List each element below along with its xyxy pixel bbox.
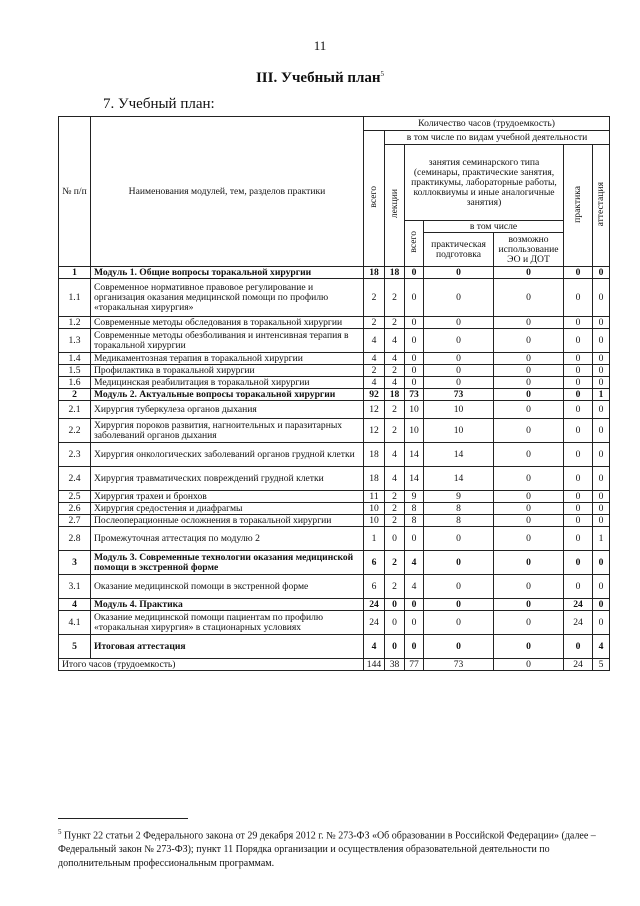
cell-num: 2.5	[59, 491, 91, 503]
footnote-divider	[58, 818, 188, 819]
module-row	[59, 599, 610, 611]
cell-pp: 14	[424, 443, 494, 467]
totals-cell-eo: 0	[494, 659, 564, 671]
cell-sem: 73	[405, 389, 424, 401]
cell-lect: 4	[385, 329, 405, 353]
topic-row	[59, 611, 610, 635]
header-practical-training: практическая подготовка	[424, 233, 494, 267]
cell-total: 4	[364, 329, 385, 353]
cell-name: Оказание медицинской помощи пациентам по профилю «торакальная хирургия» в стационарных условиях	[91, 611, 364, 635]
cell-eo: 0	[494, 515, 564, 527]
cell-sem: 8	[405, 515, 424, 527]
cell-eo: 0	[494, 443, 564, 467]
cell-prac: 24	[564, 599, 593, 611]
cell-lect: 0	[385, 527, 405, 551]
cell-att: 0	[593, 443, 610, 467]
totals-cell-lect: 38	[385, 659, 405, 671]
cell-att: 0	[593, 419, 610, 443]
subheading: 7. Учебный план:	[103, 96, 215, 112]
cell-total: 12	[364, 401, 385, 419]
topic-row	[59, 491, 610, 503]
cell-sem: 10	[405, 419, 424, 443]
header-attestation	[593, 145, 610, 267]
cell-total: 6	[364, 551, 385, 575]
cell-prac: 0	[564, 467, 593, 491]
cell-pp: 10	[424, 401, 494, 419]
cell-sem: 0	[405, 267, 424, 279]
cell-num: 5	[59, 635, 91, 659]
cell-pp: 0	[424, 317, 494, 329]
cell-lect: 2	[385, 575, 405, 599]
cell-eo: 0	[494, 611, 564, 635]
cell-lect: 2	[385, 551, 405, 575]
topic-row	[59, 329, 610, 353]
topic-row	[59, 503, 610, 515]
totals-cell-sem: 77	[405, 659, 424, 671]
cell-eo: 0	[494, 491, 564, 503]
cell-num: 3.1	[59, 575, 91, 599]
cell-eo: 0	[494, 377, 564, 389]
cell-att: 1	[593, 389, 610, 401]
cell-att: 0	[593, 611, 610, 635]
cell-lect: 4	[385, 443, 405, 467]
cell-prac: 0	[564, 329, 593, 353]
cell-num: 2	[59, 389, 91, 401]
cell-total: 18	[364, 443, 385, 467]
cell-total: 1	[364, 527, 385, 551]
cell-total: 18	[364, 467, 385, 491]
topic-row	[59, 467, 610, 491]
cell-num: 3	[59, 551, 91, 575]
cell-pp: 9	[424, 491, 494, 503]
cell-name: Модуль 1. Общие вопросы торакальной хирургии	[91, 267, 364, 279]
cell-pp: 0	[424, 377, 494, 389]
cell-name: Современные методы обезболивания и интенсивная терапия в торакальной хирургии	[91, 329, 364, 353]
cell-prac: 0	[564, 267, 593, 279]
cell-lect: 2	[385, 491, 405, 503]
cell-lect: 2	[385, 401, 405, 419]
cell-pp: 0	[424, 279, 494, 317]
cell-name: Послеоперационные осложнения в торакальной хирургии	[91, 515, 364, 527]
totals-cell-att: 5	[593, 659, 610, 671]
footnote-mark: 5	[58, 828, 62, 836]
cell-total: 10	[364, 515, 385, 527]
cell-att: 1	[593, 527, 610, 551]
cell-sem: 0	[405, 635, 424, 659]
cell-num: 1.2	[59, 317, 91, 329]
header-seminar: занятия семинарского типа (семинары, практические занятия, практикумы, лабораторные работы, коллоквиумы и иные аналогичные занятия)	[405, 145, 564, 221]
cell-total: 11	[364, 491, 385, 503]
page-number: 11	[313, 38, 327, 53]
cell-eo: 0	[494, 353, 564, 365]
cell-sem: 14	[405, 467, 424, 491]
cell-prac: 0	[564, 401, 593, 419]
cell-num: 2.8	[59, 527, 91, 551]
cell-lect: 0	[385, 611, 405, 635]
cell-total: 4	[364, 377, 385, 389]
cell-lect: 4	[385, 377, 405, 389]
cell-sem: 0	[405, 599, 424, 611]
cell-num: 1.1	[59, 279, 91, 317]
cell-pp: 0	[424, 527, 494, 551]
cell-att: 0	[593, 551, 610, 575]
cell-num: 1	[59, 267, 91, 279]
cell-eo: 0	[494, 279, 564, 317]
cell-prac: 0	[564, 503, 593, 515]
cell-sem: 0	[405, 279, 424, 317]
cell-name: Модуль 2. Актуальные вопросы торакальной хирургии	[91, 389, 364, 401]
cell-lect: 18	[385, 267, 405, 279]
topic-row	[59, 317, 610, 329]
cell-pp: 14	[424, 467, 494, 491]
header-lectures-label: лекции	[388, 189, 400, 219]
cell-name: Хирургия туберкулеза органов дыхания	[91, 401, 364, 419]
cell-att: 0	[593, 401, 610, 419]
cell-lect: 4	[385, 467, 405, 491]
cell-name: Современное нормативное правовое регулирование и организация оказания медицинской помощи по профилю «торакальная хирургия»	[91, 279, 364, 317]
cell-sem: 10	[405, 401, 424, 419]
cell-eo: 0	[494, 267, 564, 279]
footnote-text: Пункт 22 статьи 2 Федерального закона от 29 декабря 2012 г. № 273-ФЗ «Об образовании в Российской Федерации» (далее – Федеральный закон № 273-ФЗ); пункт 11 Порядка организации и осуществления образовательной деятельности по дополнительным профессиональным программам.	[58, 830, 596, 870]
cell-prac: 0	[564, 279, 593, 317]
cell-lect: 2	[385, 503, 405, 515]
cell-lect: 18	[385, 389, 405, 401]
cell-total: 4	[364, 353, 385, 365]
cell-att: 0	[593, 491, 610, 503]
cell-att: 0	[593, 377, 610, 389]
cell-att: 0	[593, 575, 610, 599]
header-sem-total-label: всего	[408, 231, 419, 253]
cell-eo: 0	[494, 419, 564, 443]
cell-sem: 14	[405, 443, 424, 467]
header-sem-total	[405, 221, 424, 267]
cell-eo: 0	[494, 635, 564, 659]
cell-lect: 0	[385, 635, 405, 659]
cell-pp: 0	[424, 267, 494, 279]
cell-num: 1.6	[59, 377, 91, 389]
cell-prac: 0	[564, 515, 593, 527]
cell-total: 24	[364, 599, 385, 611]
topic-row	[59, 515, 610, 527]
topic-row	[59, 377, 610, 389]
cell-sem: 0	[405, 329, 424, 353]
cell-eo: 0	[494, 329, 564, 353]
footnote	[58, 825, 610, 871]
cell-name: Хирургия средостения и диафрагмы	[91, 503, 364, 515]
cell-att: 0	[593, 267, 610, 279]
module-row	[59, 267, 610, 279]
cell-num: 2.4	[59, 467, 91, 491]
cell-prac: 0	[564, 551, 593, 575]
cell-name: Модуль 4. Практика	[91, 599, 364, 611]
cell-name: Хирургия трахеи и бронхов	[91, 491, 364, 503]
cell-eo: 0	[494, 503, 564, 515]
cell-lect: 0	[385, 599, 405, 611]
header-num: № п/п	[59, 117, 91, 267]
cell-eo: 0	[494, 467, 564, 491]
cell-att: 0	[593, 467, 610, 491]
cell-att: 0	[593, 279, 610, 317]
cell-sem: 0	[405, 317, 424, 329]
module-row	[59, 551, 610, 575]
cell-pp: 0	[424, 635, 494, 659]
cell-name: Профилактика в торакальной хирургии	[91, 365, 364, 377]
cell-sem: 9	[405, 491, 424, 503]
cell-num: 2.2	[59, 419, 91, 443]
cell-sem: 0	[405, 377, 424, 389]
cell-pp: 0	[424, 365, 494, 377]
cell-lect: 2	[385, 279, 405, 317]
cell-total: 2	[364, 365, 385, 377]
topic-row	[59, 419, 610, 443]
cell-prac: 0	[564, 377, 593, 389]
cell-eo: 0	[494, 365, 564, 377]
header-lectures	[385, 145, 405, 267]
cell-lect: 2	[385, 515, 405, 527]
cell-total: 24	[364, 611, 385, 635]
cell-pp: 10	[424, 419, 494, 443]
cell-total: 92	[364, 389, 385, 401]
cell-total: 2	[364, 279, 385, 317]
cell-pp: 0	[424, 353, 494, 365]
topic-row	[59, 365, 610, 377]
cell-num: 2.7	[59, 515, 91, 527]
cell-total: 18	[364, 267, 385, 279]
cell-sem: 0	[405, 353, 424, 365]
totals-cell-pp: 73	[424, 659, 494, 671]
cell-prac: 24	[564, 611, 593, 635]
cell-prac: 0	[564, 317, 593, 329]
topic-row	[59, 443, 610, 467]
cell-eo: 0	[494, 401, 564, 419]
cell-eo: 0	[494, 317, 564, 329]
cell-name: Итоговая аттестация	[91, 635, 364, 659]
cell-pp: 73	[424, 389, 494, 401]
cell-num: 4	[59, 599, 91, 611]
cell-name: Медикаментозная терапия в торакальной хирургии	[91, 353, 364, 365]
heading-text: III. Учебный план	[255, 70, 381, 86]
heading-footnote-mark: 5	[380, 70, 385, 78]
module-row	[59, 389, 610, 401]
cell-lect: 2	[385, 419, 405, 443]
cell-prac: 0	[564, 635, 593, 659]
cell-lect: 2	[385, 365, 405, 377]
cell-prac: 0	[564, 365, 593, 377]
cell-att: 0	[593, 599, 610, 611]
header-total-label: всего	[368, 186, 379, 208]
topic-row	[59, 575, 610, 599]
cell-prac: 0	[564, 419, 593, 443]
cell-sem: 0	[405, 611, 424, 635]
cell-pp: 8	[424, 503, 494, 515]
curriculum-table-body	[59, 267, 610, 671]
cell-pp: 0	[424, 599, 494, 611]
cell-eo: 0	[494, 551, 564, 575]
cell-num: 2.1	[59, 401, 91, 419]
cell-eo: 0	[494, 599, 564, 611]
module-row	[59, 635, 610, 659]
cell-name: Хирургия травматических повреждений грудной клетки	[91, 467, 364, 491]
cell-lect: 4	[385, 353, 405, 365]
cell-name: Медицинская реабилитация в торакальной хирургии	[91, 377, 364, 389]
cell-prac: 0	[564, 491, 593, 503]
cell-sem: 4	[405, 551, 424, 575]
curriculum-table	[58, 116, 610, 671]
header-practice	[564, 145, 593, 267]
section-heading	[0, 70, 640, 87]
header-hours-total: Количество часов (трудоемкость)	[364, 117, 610, 131]
header-attestation-label: аттестация	[595, 181, 607, 227]
cell-sem: 8	[405, 503, 424, 515]
cell-pp: 0	[424, 611, 494, 635]
cell-sem: 0	[405, 365, 424, 377]
topic-row	[59, 353, 610, 365]
totals-cell-total: 144	[364, 659, 385, 671]
cell-name: Хирургия пороков развития, нагноительных и паразитарных заболеваний органов дыхания	[91, 419, 364, 443]
cell-prac: 0	[564, 443, 593, 467]
cell-pp: 0	[424, 575, 494, 599]
cell-num: 2.3	[59, 443, 91, 467]
cell-name: Модуль 3. Современные технологии оказания медицинской помощи в экстренной форме	[91, 551, 364, 575]
header-practice-label: практика	[572, 185, 583, 223]
cell-name: Промежуточная аттестация по модулю 2	[91, 527, 364, 551]
topic-row	[59, 401, 610, 419]
cell-name: Оказание медицинской помощи в экстренной форме	[91, 575, 364, 599]
totals-row	[59, 659, 610, 671]
cell-name: Современные методы обследования в торакальной хирургии	[91, 317, 364, 329]
cell-pp: 0	[424, 551, 494, 575]
cell-pp: 0	[424, 329, 494, 353]
cell-att: 0	[593, 503, 610, 515]
cell-eo: 0	[494, 527, 564, 551]
cell-att: 0	[593, 515, 610, 527]
cell-name: Хирургия онкологических заболеваний органов грудной клетки	[91, 443, 364, 467]
cell-num: 1.5	[59, 365, 91, 377]
cell-num: 1.3	[59, 329, 91, 353]
cell-prac: 0	[564, 527, 593, 551]
cell-sem: 4	[405, 575, 424, 599]
cell-att: 0	[593, 365, 610, 377]
header-incl: в том числе	[424, 221, 564, 233]
cell-total: 2	[364, 317, 385, 329]
header-name: Наименования модулей, тем, разделов практики	[91, 117, 364, 267]
cell-total: 12	[364, 419, 385, 443]
cell-prac: 0	[564, 389, 593, 401]
header-by-type: в том числе по видам учебной деятельности	[385, 131, 610, 145]
cell-num: 1.4	[59, 353, 91, 365]
cell-total: 4	[364, 635, 385, 659]
header-eo-dot: возможно использование ЭО и ДОТ	[494, 233, 564, 267]
topic-row	[59, 279, 610, 317]
totals-label: Итого часов (трудоемкость)	[59, 659, 364, 671]
cell-total: 10	[364, 503, 385, 515]
cell-att: 0	[593, 353, 610, 365]
cell-num: 2.6	[59, 503, 91, 515]
topic-row	[59, 527, 610, 551]
cell-num: 4.1	[59, 611, 91, 635]
cell-total: 6	[364, 575, 385, 599]
cell-eo: 0	[494, 575, 564, 599]
cell-sem: 0	[405, 527, 424, 551]
totals-cell-prac: 24	[564, 659, 593, 671]
header-total	[364, 131, 385, 267]
cell-att: 0	[593, 317, 610, 329]
cell-eo: 0	[494, 389, 564, 401]
cell-att: 0	[593, 329, 610, 353]
cell-lect: 2	[385, 317, 405, 329]
cell-prac: 0	[564, 353, 593, 365]
cell-att: 4	[593, 635, 610, 659]
cell-prac: 0	[564, 575, 593, 599]
cell-pp: 8	[424, 515, 494, 527]
